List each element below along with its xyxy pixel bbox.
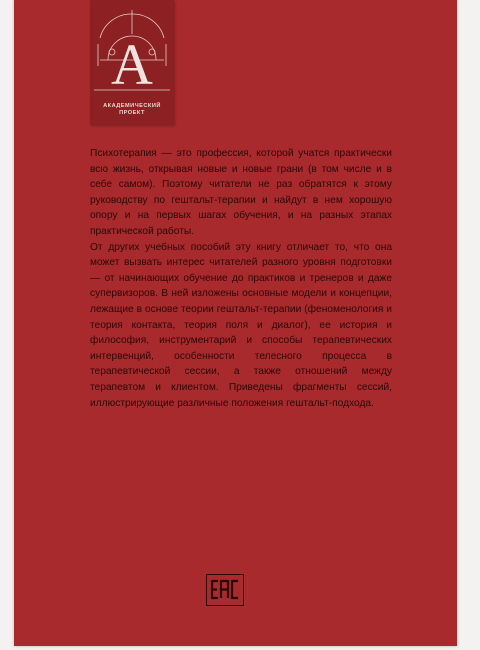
annotation-paragraph-2: От других учебных пособий эту книгу отличает то, что она может вызвать интерес читателей разного уровня подготовки — от начинающих обучение до практиков и тренеров и даже супервизоров. В ней изложены основные модели и концепции, лежащие в основе теории гештальт-терапии (феноменология и теория контакта, теория поля и диалог), ее история и философия, инструментарий и способы терапевтических интервенций, особенности телесного процесса в терапевтической сессии, а также отношений между терапевтом и клиентом. Приведены фрагменты сессий, иллюстрирующие различные положения гештальт-подхода. <box>90 241 392 409</box>
publisher-logo <box>90 0 174 125</box>
annotation-text <box>90 146 392 411</box>
book-back-cover <box>14 0 457 646</box>
academic-project-emblem-icon <box>90 0 174 100</box>
annotation-paragraph-1: Психотерапия — это профессия, которой учатся практически всю жизнь, открывая новые и новые грани (в том числе и в себе самом). Поэтому читатели не раз обратятся к этому руководству по гештальт-терапии и найдут в нем хорошую опору и на первых шагах обучения, и на разных этапах практической работы. <box>90 148 392 237</box>
eac-mark-icon <box>207 575 242 604</box>
eac-certification-mark <box>206 574 244 606</box>
logo-letter: A <box>111 32 153 97</box>
eac-label: EAC <box>222 603 226 604</box>
logo-caption-line1: АКАДЕМИЧЕСКИЙ <box>103 103 161 109</box>
logo-caption-line2: ПРОЕКТ <box>119 110 145 116</box>
